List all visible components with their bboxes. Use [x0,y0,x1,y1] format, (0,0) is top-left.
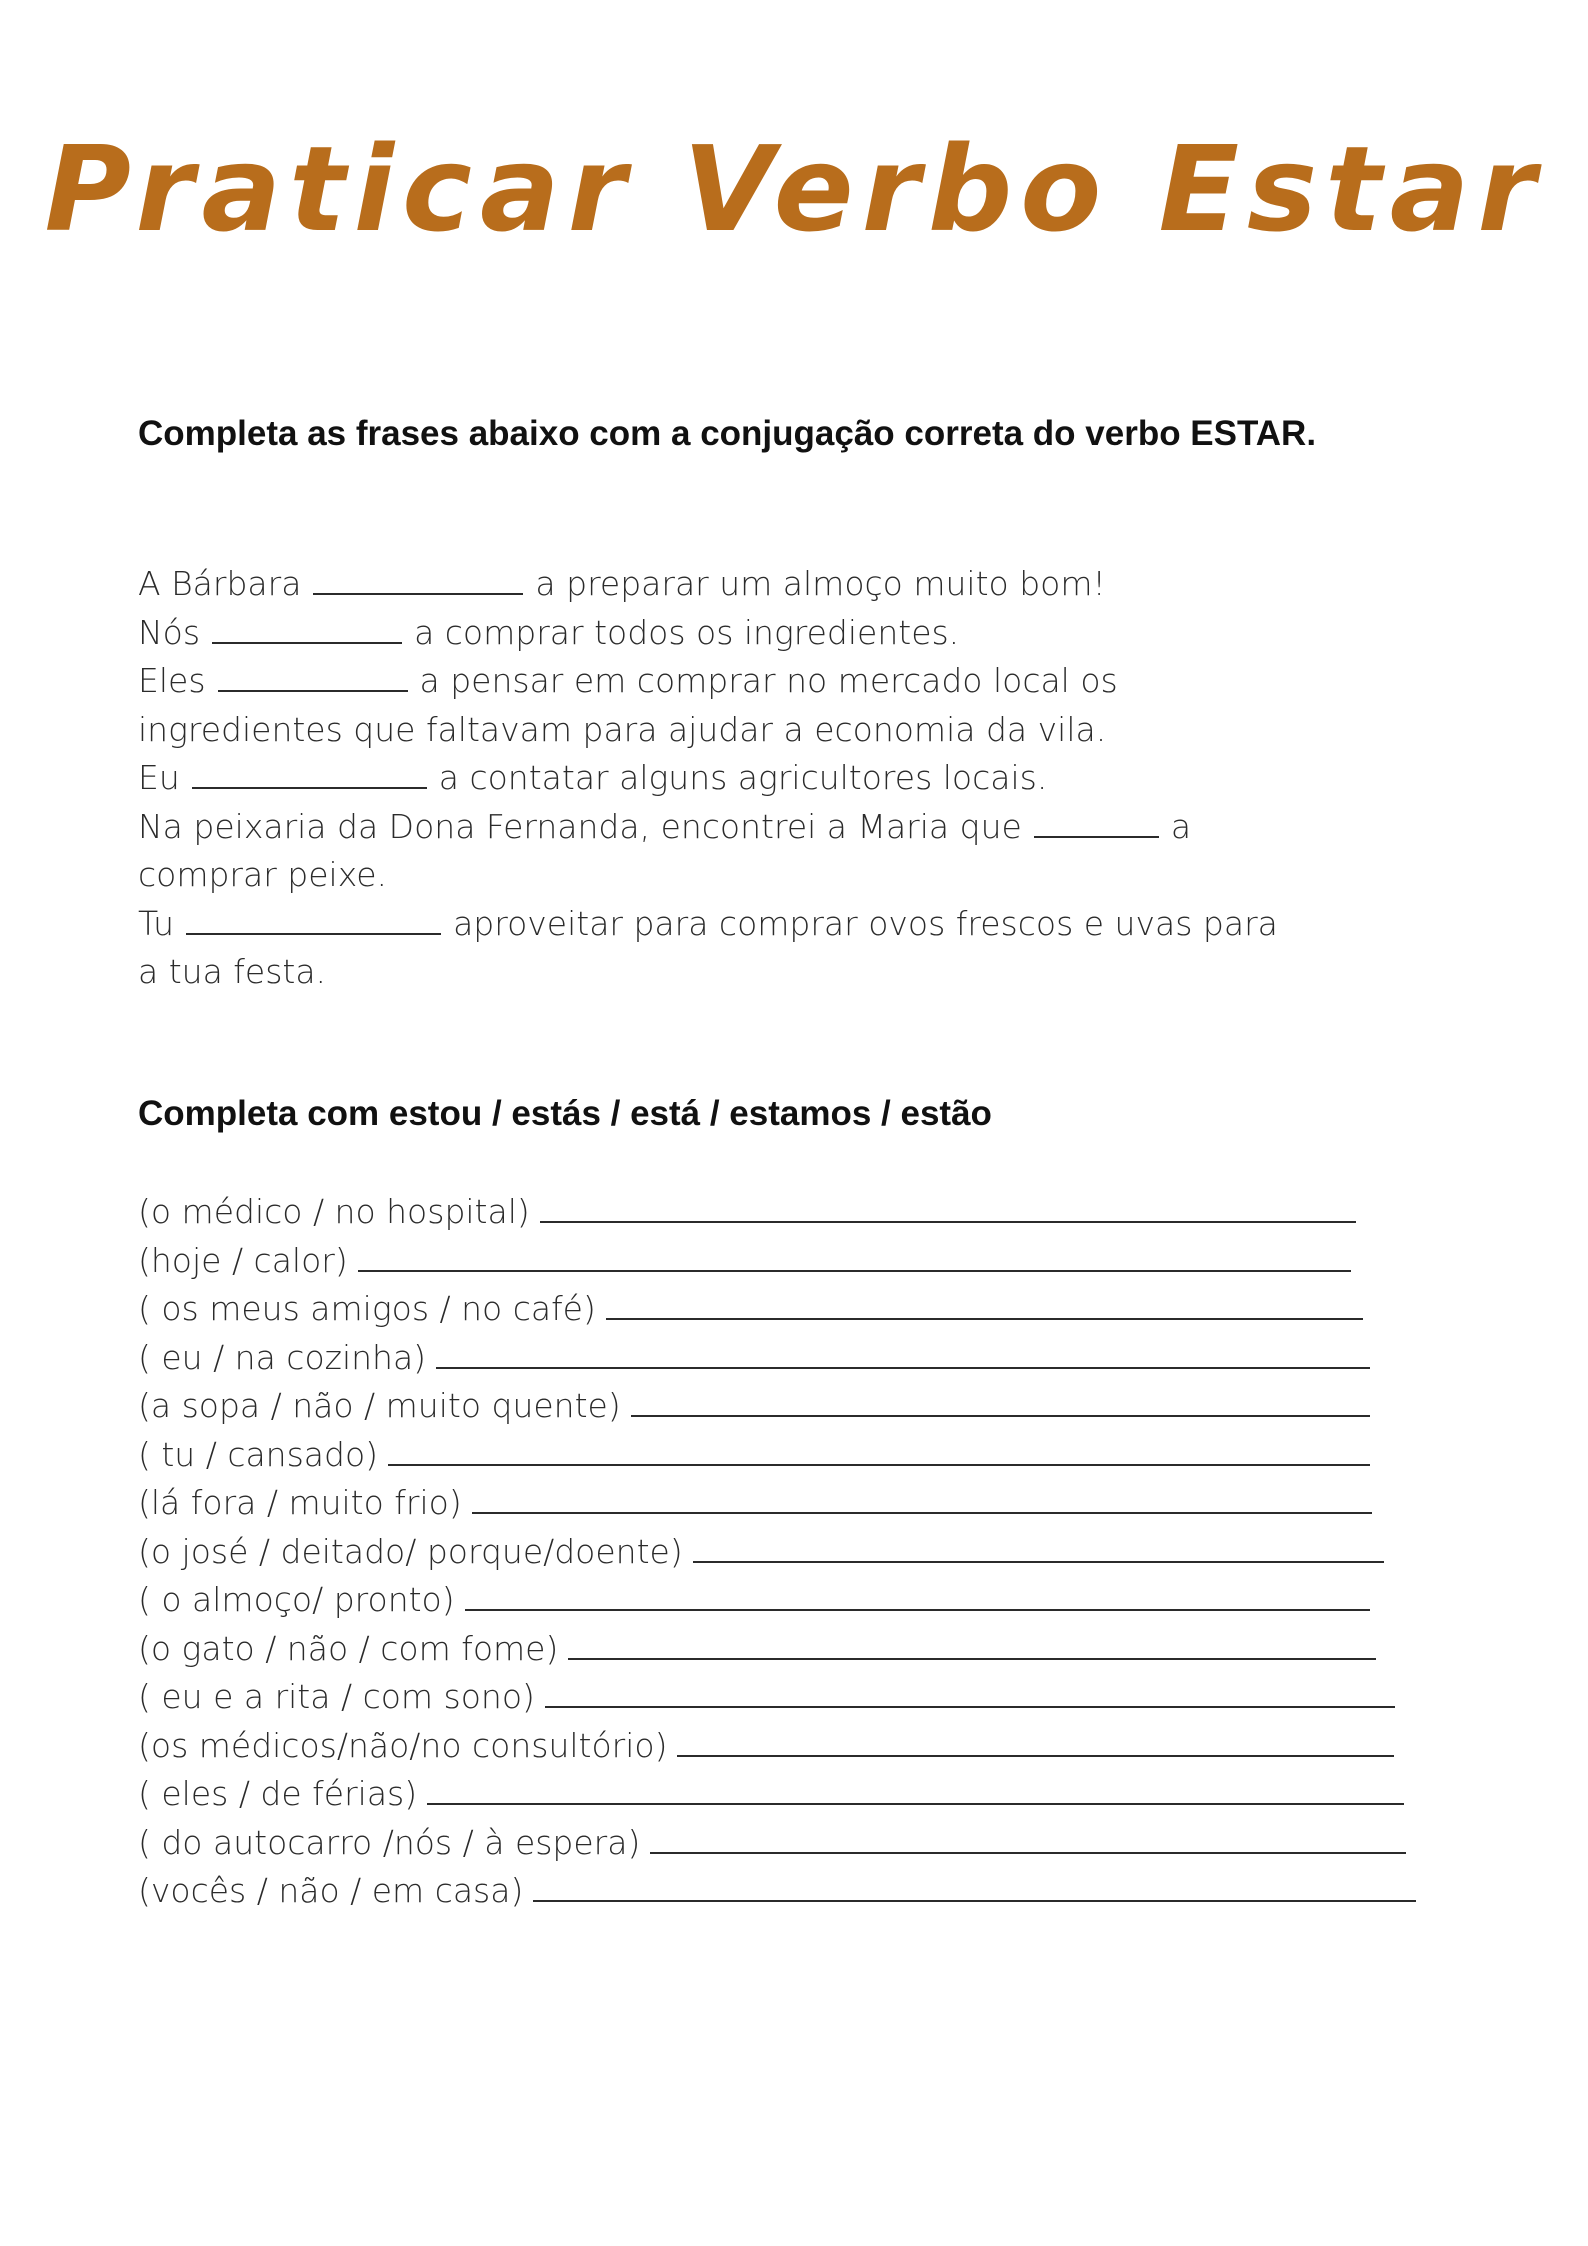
sentence-line [138,560,1468,609]
answer-line[interactable] [427,1773,1404,1805]
sentence-text: a preparar um almoço muito bom! [535,564,1106,603]
sentence-list [138,560,1468,997]
prompt-text: ( eles / de férias) [138,1774,418,1813]
sentence-text: Eu [138,758,180,797]
answer-blank[interactable] [212,612,402,644]
answer-line[interactable] [465,1579,1370,1611]
prompt-line [138,1285,1363,1334]
prompt-line [138,1479,1372,1528]
answer-blank[interactable] [218,660,408,692]
answer-line[interactable] [545,1676,1395,1708]
prompt-line [138,1237,1351,1286]
sentence-text: a pensar em comprar no mercado local os [419,661,1118,700]
sentence-text: comprar peixe. [138,855,387,894]
prompt-line [138,1673,1395,1722]
prompt-text: (o gato / não / com fome) [138,1628,559,1668]
prompt-text: ( eu / na cozinha) [138,1337,427,1377]
sentence-text: ingredientes que faltavam para ajudar a economia da vila. [138,709,1107,749]
sentence-text: aproveitar para comprar ovos frescos e uvas para [453,903,1278,943]
prompt-line [138,1334,1370,1383]
prompt-line [138,1576,1370,1625]
prompt-text: (vocês / não / em casa) [138,1871,524,1910]
answer-line[interactable] [568,1628,1376,1660]
prompt-text: ( tu / cansado) [138,1434,379,1474]
sentence-line [138,900,1468,949]
answer-line[interactable] [650,1822,1406,1854]
prompt-line [138,1188,1356,1237]
sentence-line [138,851,1468,900]
prompt-text: (lá fora / muito frio) [138,1483,462,1522]
prompt-text: (os médicos/não/no consultório) [138,1725,668,1765]
answer-blank[interactable] [1034,806,1159,838]
prompt-line [138,1722,1394,1771]
prompt-text: ( eu e a rita / com sono) [138,1677,535,1716]
sentence-line [138,948,1468,997]
answer-line[interactable] [436,1337,1370,1369]
prompt-text: (hoje / calor) [138,1240,348,1280]
sentence-text: a [1170,806,1192,846]
answer-line[interactable] [677,1725,1394,1757]
answer-line[interactable] [693,1531,1384,1563]
sentence-text: A Bárbara [138,564,302,603]
instruction-fill-forms: Completa com estou / estás / está / estamos / estão [138,1094,992,1133]
answer-blank[interactable] [313,563,523,595]
answer-line[interactable] [358,1240,1351,1272]
prompt-line [138,1382,1370,1431]
sentence-line [138,657,1468,706]
answer-line[interactable] [631,1385,1370,1417]
instruction-conjugation: Completa as frases abaixo com a conjugação correta do verbo ESTAR. [138,414,1317,453]
answer-line[interactable] [472,1482,1372,1514]
sentence-text: Eles [138,661,206,700]
sentence-text: a comprar todos os ingredientes. [414,612,960,652]
prompt-line [138,1770,1404,1819]
page-title: Praticar Verbo Estar [44,120,1544,258]
sentence-line [138,803,1468,852]
sentence-line [138,706,1468,755]
sentence-text: a tua festa. [138,952,327,991]
sentence-text: Tu [138,903,175,943]
prompt-list [138,1188,1468,1916]
sentence-line [138,754,1468,803]
prompt-text: (o josé / deitado/ porque/doente) [138,1531,683,1571]
prompt-text: ( o almoço/ pronto) [138,1580,455,1619]
answer-line[interactable] [540,1191,1356,1223]
prompt-line [138,1867,1416,1916]
prompt-text: (o médico / no hospital) [138,1192,530,1231]
prompt-line [138,1819,1406,1868]
prompt-text: (a sopa / não / muito quente) [138,1386,621,1425]
sentence-line [138,609,1468,658]
sentence-text: Na peixaria da Dona Fernanda, encontrei a Maria que [138,806,1022,846]
prompt-text: ( os meus amigos / no café) [138,1289,596,1328]
prompt-line [138,1625,1376,1674]
prompt-line [138,1528,1384,1577]
sentence-text: a contatar alguns agricultores locais. [438,758,1048,797]
answer-line[interactable] [606,1288,1363,1320]
answer-line[interactable] [533,1870,1416,1902]
prompt-text: ( do autocarro /nós / à espera) [138,1822,641,1862]
prompt-line [138,1431,1370,1480]
answer-blank[interactable] [192,757,427,789]
answer-blank[interactable] [186,903,441,935]
answer-line[interactable] [388,1434,1370,1466]
sentence-text: Nós [138,612,201,652]
